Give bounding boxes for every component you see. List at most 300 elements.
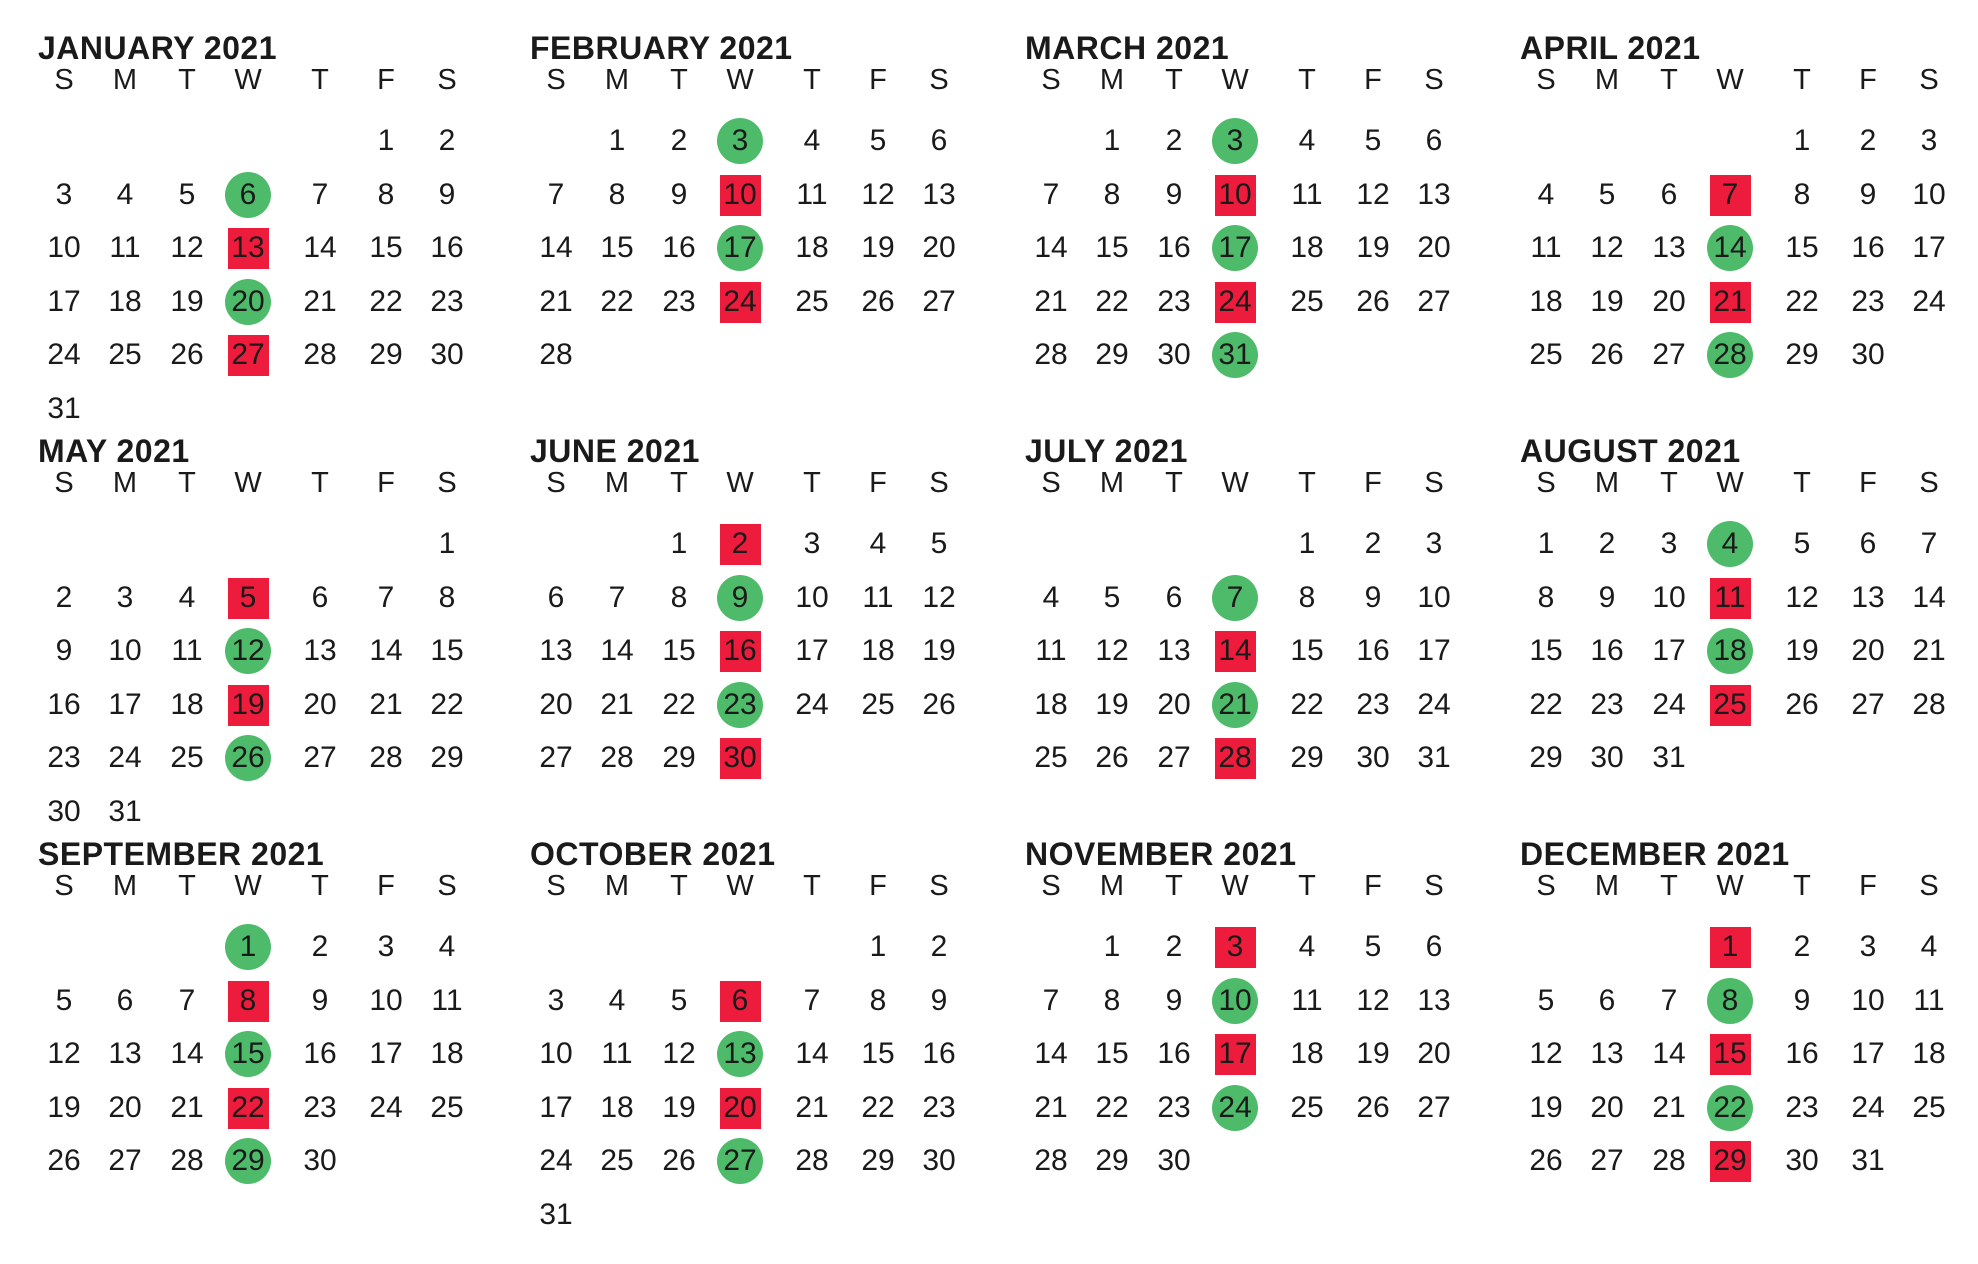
day-cell: 21 [539,284,573,318]
day-cell: 5 [670,983,688,1017]
weekday-label: S [929,870,949,902]
weekday-label: M [1099,467,1125,499]
day-cell: 28 [369,741,403,774]
day-cell: 19 [1095,687,1129,721]
day-cell: 30 [1590,741,1624,774]
day-cell: 27 [1652,338,1686,371]
day-cell: 19 [1356,231,1390,264]
day-cell: 16 [47,687,81,721]
day-cell: 2 [55,580,73,614]
day-cell: 26 [1095,741,1129,774]
day-cell: 6 [1859,527,1877,560]
day-cell: 3 [55,177,73,211]
day-cell: 3 [116,580,134,614]
month-title: MARCH 2021 [1025,30,1230,66]
day-cell: 28 [1912,687,1946,721]
weekday-label: W [1221,467,1249,499]
weekday-label: M [112,64,138,96]
day-cell: 21 [1034,1090,1068,1124]
day-cell: 23 [1157,284,1191,318]
day-cell: 1 [608,124,626,157]
day-cell-green: 27 [723,1144,757,1177]
day-cell: 7 [178,983,196,1017]
day-cell: 11 [862,580,894,614]
day-cell: 14 [795,1037,829,1070]
day-cell: 21 [369,687,403,721]
day-cell: 17 [1912,231,1946,264]
day-cell: 30 [1851,338,1885,371]
day-cell: 3 [1425,527,1443,560]
day-cell-green: 20 [231,284,265,318]
weekday-label: M [604,467,630,499]
weekday-label: T [178,64,196,96]
weekday-label: T [1660,64,1678,96]
day-cell: 13 [1157,634,1191,667]
day-cell: 12 [1529,1037,1563,1070]
day-cell: 31 [47,391,81,425]
day-cell: 30 [303,1144,337,1177]
day-cell: 27 [539,741,573,774]
weekday-label: M [1594,467,1620,499]
day-cell: 24 [539,1144,573,1177]
day-cell-red: 30 [723,741,757,774]
day-cell: 2 [1859,124,1877,157]
day-cell: 23 [303,1090,337,1124]
day-cell: 7 [377,580,395,614]
day-cell: 29 [430,741,464,774]
weekday-label: W [234,870,262,902]
day-cell: 24 [1851,1090,1885,1124]
day-cell: 20 [1590,1090,1624,1124]
weekday-label: T [178,467,196,499]
day-cell: 28 [1652,1144,1686,1177]
day-cell: 16 [1785,1037,1819,1070]
weekday-label: T [670,64,688,96]
weekday-label: W [1221,870,1249,902]
day-cell: 18 [861,634,895,667]
weekday-label: T [311,64,329,96]
day-cell-red: 5 [239,580,257,614]
weekday-label: T [803,64,821,96]
day-cell: 29 [1785,338,1819,371]
day-cell-red: 29 [1713,1144,1747,1177]
day-cell: 12 [1095,634,1129,667]
day-cell: 21 [170,1090,204,1124]
weekday-label: W [726,467,754,499]
month-title: APRIL 2021 [1520,30,1701,66]
day-cell: 18 [1290,231,1324,264]
day-cell: 12 [662,1037,696,1070]
day-cell: 18 [1529,284,1563,318]
day-cell: 14 [303,231,337,264]
weekday-label: W [1716,64,1744,96]
day-cell: 5 [1598,177,1616,211]
day-cell: 29 [1290,741,1324,774]
day-cell: 16 [1590,634,1624,667]
day-cell-green: 9 [731,580,749,614]
day-cell: 19 [1356,1037,1390,1070]
weekday-label: F [377,870,395,902]
day-cell: 2 [311,930,329,963]
day-cell: 2 [1793,930,1811,963]
day-cell: 23 [1157,1090,1191,1124]
day-cell: 6 [1425,124,1443,157]
day-cell: 4 [438,930,456,963]
day-cell: 16 [303,1037,337,1070]
day-grid [520,433,975,833]
day-cell: 4 [803,124,821,157]
weekday-label: S [1536,870,1556,902]
day-cell: 8 [608,177,626,211]
day-cell: 10 [1851,983,1885,1017]
day-cell: 31 [108,794,142,828]
day-cell: 15 [662,634,696,667]
day-cell: 26 [662,1144,696,1177]
weekday-label: S [437,64,457,96]
weekday-label: T [1793,870,1811,902]
day-cell-green: 14 [1713,231,1747,264]
day-cell: 13 [108,1037,142,1070]
day-cell: 10 [795,580,829,614]
month-title: MAY 2021 [38,433,190,469]
day-cell-green: 17 [723,231,757,264]
weekday-label: F [1364,64,1382,96]
day-cell: 17 [1851,1037,1885,1070]
day-cell-green: 3 [1226,124,1244,157]
day-cell-green: 21 [1218,687,1252,721]
weekday-label: T [1298,467,1316,499]
weekday-label: T [1298,870,1316,902]
weekday-label: F [1859,64,1877,96]
day-cell-red: 19 [231,687,265,721]
day-cell: 4 [116,177,134,211]
day-cell: 4 [1298,124,1316,157]
weekday-label: T [178,870,196,902]
day-grid [520,30,975,430]
day-cell: 11 [1291,177,1323,211]
day-cell: 1 [1793,124,1811,157]
day-cell: 12 [1356,177,1390,211]
day-cell: 12 [1785,580,1819,614]
weekday-label: S [929,64,949,96]
day-cell: 16 [1157,231,1191,264]
day-cell-red: 25 [1713,687,1747,721]
day-cell: 28 [539,338,573,371]
weekday-label: T [1165,467,1183,499]
weekday-label: S [437,870,457,902]
day-cell: 13 [1590,1037,1624,1070]
day-cell: 18 [108,284,142,318]
day-cell: 22 [600,284,634,318]
day-cell: 7 [1042,983,1060,1017]
day-cell: 17 [108,687,142,721]
day-cell: 19 [861,231,895,264]
month-title: JUNE 2021 [530,433,700,469]
day-cell-red: 3 [1226,930,1244,963]
weekday-label: S [54,64,74,96]
weekday-label: S [1919,64,1939,96]
day-cell: 19 [1785,634,1819,667]
weekday-label: M [112,870,138,902]
weekday-label: F [377,467,395,499]
weekday-label: S [1424,64,1444,96]
day-cell: 28 [1034,338,1068,371]
day-cell: 16 [1851,231,1885,264]
day-cell: 28 [600,741,634,774]
day-cell: 13 [539,634,573,667]
day-cell: 8 [1103,983,1121,1017]
day-grid [1510,836,1965,1236]
day-cell: 22 [861,1090,895,1124]
day-cell: 31 [1851,1144,1885,1177]
day-cell: 22 [1095,1090,1129,1124]
day-cell: 6 [1165,580,1183,614]
day-cell: 30 [47,794,81,828]
day-cell: 13 [1652,231,1686,264]
day-cell: 3 [377,930,395,963]
day-cell-red: 14 [1218,634,1252,667]
day-cell: 13 [1851,580,1885,614]
day-cell: 8 [1103,177,1121,211]
day-cell-green: 28 [1713,338,1747,371]
day-cell: 12 [170,231,204,264]
day-cell-green: 13 [723,1037,757,1070]
day-cell: 9 [311,983,329,1017]
day-cell: 20 [303,687,337,721]
day-cell: 8 [670,580,688,614]
day-cell: 9 [438,177,456,211]
day-cell: 12 [1356,983,1390,1017]
day-cell: 22 [1290,687,1324,721]
weekday-label: T [311,467,329,499]
day-cell: 2 [438,124,456,157]
day-cell: 1 [869,930,887,963]
weekday-label: F [1364,467,1382,499]
day-cell: 31 [1417,741,1451,774]
weekday-label: S [1536,467,1556,499]
day-cell: 28 [795,1144,829,1177]
day-cell: 21 [303,284,337,318]
weekday-label: M [1594,870,1620,902]
day-cell: 1 [438,527,456,560]
day-grid [1015,433,1470,833]
day-cell: 22 [662,687,696,721]
day-cell: 29 [861,1144,895,1177]
day-cell: 27 [1417,284,1451,318]
day-cell: 29 [1095,338,1129,371]
day-cell-red: 10 [1218,177,1252,211]
day-cell: 23 [1356,687,1390,721]
day-cell: 24 [1652,687,1686,721]
day-cell: 2 [1165,124,1183,157]
day-cell: 30 [1785,1144,1819,1177]
day-cell: 15 [861,1037,895,1070]
day-cell: 25 [600,1144,634,1177]
day-cell: 2 [930,930,948,963]
day-cell: 15 [369,231,403,264]
day-cell: 9 [1165,177,1183,211]
day-grid [520,836,975,1236]
day-cell-red: 24 [723,284,757,318]
weekday-label: T [1165,64,1183,96]
day-cell: 9 [1364,580,1382,614]
day-cell: 6 [1425,930,1443,963]
day-cell-red: 1 [1721,930,1739,963]
day-cell: 30 [922,1144,956,1177]
day-cell: 18 [170,687,204,721]
weekday-label: S [1919,870,1939,902]
day-cell: 11 [601,1037,633,1070]
weekday-label: T [1793,467,1811,499]
day-cell-red: 6 [731,983,749,1017]
day-cell: 23 [922,1090,956,1124]
day-cell-red: 17 [1218,1037,1252,1070]
day-cell-red: 28 [1218,741,1252,774]
day-cell-green: 1 [239,930,257,963]
weekday-label: T [311,870,329,902]
day-cell: 29 [1529,741,1563,774]
day-cell: 20 [1417,231,1451,264]
day-cell: 15 [1785,231,1819,264]
day-cell: 30 [430,338,464,371]
day-cell-green: 10 [1218,983,1252,1017]
day-cell: 13 [922,177,956,211]
day-cell: 1 [1103,124,1121,157]
weekday-label: F [869,870,887,902]
day-cell: 5 [55,983,73,1017]
month-title: SEPTEMBER 2021 [38,836,325,872]
day-cell: 20 [1652,284,1686,318]
weekday-label: S [546,64,566,96]
day-cell: 22 [1785,284,1819,318]
day-cell: 17 [1652,634,1686,667]
day-cell: 26 [170,338,204,371]
day-cell: 12 [47,1037,81,1070]
day-cell-green: 31 [1218,338,1252,371]
day-cell: 27 [922,284,956,318]
day-cell: 16 [922,1037,956,1070]
day-cell: 25 [1912,1090,1946,1124]
day-cell: 23 [1590,687,1624,721]
day-cell: 24 [108,741,142,774]
day-cell: 7 [803,983,821,1017]
day-cell: 11 [1530,231,1562,264]
day-cell: 4 [1042,580,1060,614]
day-cell: 14 [170,1037,204,1070]
day-cell: 28 [303,338,337,371]
day-cell: 2 [1364,527,1382,560]
day-cell: 20 [922,231,956,264]
day-cell: 10 [108,634,142,667]
day-cell: 14 [1652,1037,1686,1070]
day-cell-red: 21 [1713,284,1747,318]
day-cell: 30 [1157,1144,1191,1177]
day-cell: 9 [670,177,688,211]
day-cell-red: 8 [239,983,257,1017]
day-cell: 20 [539,687,573,721]
weekday-label: M [604,64,630,96]
day-cell-red: 22 [231,1090,265,1124]
day-cell: 7 [311,177,329,211]
day-cell: 17 [539,1090,573,1124]
day-cell: 8 [1537,580,1555,614]
day-cell: 15 [1529,634,1563,667]
day-cell: 24 [47,338,81,371]
day-cell: 27 [1157,741,1191,774]
day-cell: 4 [1537,177,1555,211]
day-cell-red: 11 [1714,580,1746,614]
day-grid [1015,836,1470,1236]
day-cell: 22 [430,687,464,721]
weekday-label: F [1859,870,1877,902]
day-cell: 14 [1034,231,1068,264]
day-cell-green: 17 [1218,231,1252,264]
weekday-label: T [670,870,688,902]
day-cell: 20 [1157,687,1191,721]
day-cell: 9 [1598,580,1616,614]
day-cell: 18 [430,1037,464,1070]
day-cell: 11 [171,634,203,667]
day-cell: 25 [108,338,142,371]
day-cell: 14 [1912,580,1946,614]
day-cell: 5 [1364,124,1382,157]
day-cell: 16 [1356,634,1390,667]
day-cell: 11 [796,177,828,211]
day-cell: 24 [369,1090,403,1124]
day-cell-green: 7 [1226,580,1244,614]
day-cell: 12 [861,177,895,211]
weekday-label: S [54,870,74,902]
day-cell: 26 [1785,687,1819,721]
day-cell: 5 [869,124,887,157]
weekday-label: W [1221,64,1249,96]
day-cell: 6 [116,983,134,1017]
day-cell: 3 [1859,930,1877,963]
day-cell: 29 [1095,1144,1129,1177]
weekday-label: T [1660,870,1678,902]
day-cell: 21 [600,687,634,721]
day-cell-green: 4 [1721,527,1739,560]
day-cell: 10 [1912,177,1946,211]
day-cell: 10 [539,1037,573,1070]
weekday-label: S [1424,870,1444,902]
day-cell: 1 [1537,527,1555,560]
day-cell: 25 [1290,1090,1324,1124]
day-cell: 5 [930,527,948,560]
weekday-label: W [1716,467,1744,499]
day-cell: 25 [430,1090,464,1124]
weekday-label: M [1099,64,1125,96]
day-cell: 4 [1920,930,1938,963]
day-cell: 25 [861,687,895,721]
weekday-label: W [726,870,754,902]
day-cell: 12 [1590,231,1624,264]
day-cell: 1 [377,124,395,157]
day-cell: 9 [930,983,948,1017]
day-cell: 15 [1095,231,1129,264]
weekday-label: T [1298,64,1316,96]
weekday-label: F [377,64,395,96]
day-cell: 15 [430,634,464,667]
month-title: NOVEMBER 2021 [1025,836,1297,872]
day-cell: 22 [1095,284,1129,318]
day-cell: 4 [178,580,196,614]
month-title: DECEMBER 2021 [1520,836,1790,872]
day-cell: 10 [1652,580,1686,614]
day-cell: 5 [178,177,196,211]
weekday-label: W [234,64,262,96]
day-cell-green: 26 [231,741,265,774]
